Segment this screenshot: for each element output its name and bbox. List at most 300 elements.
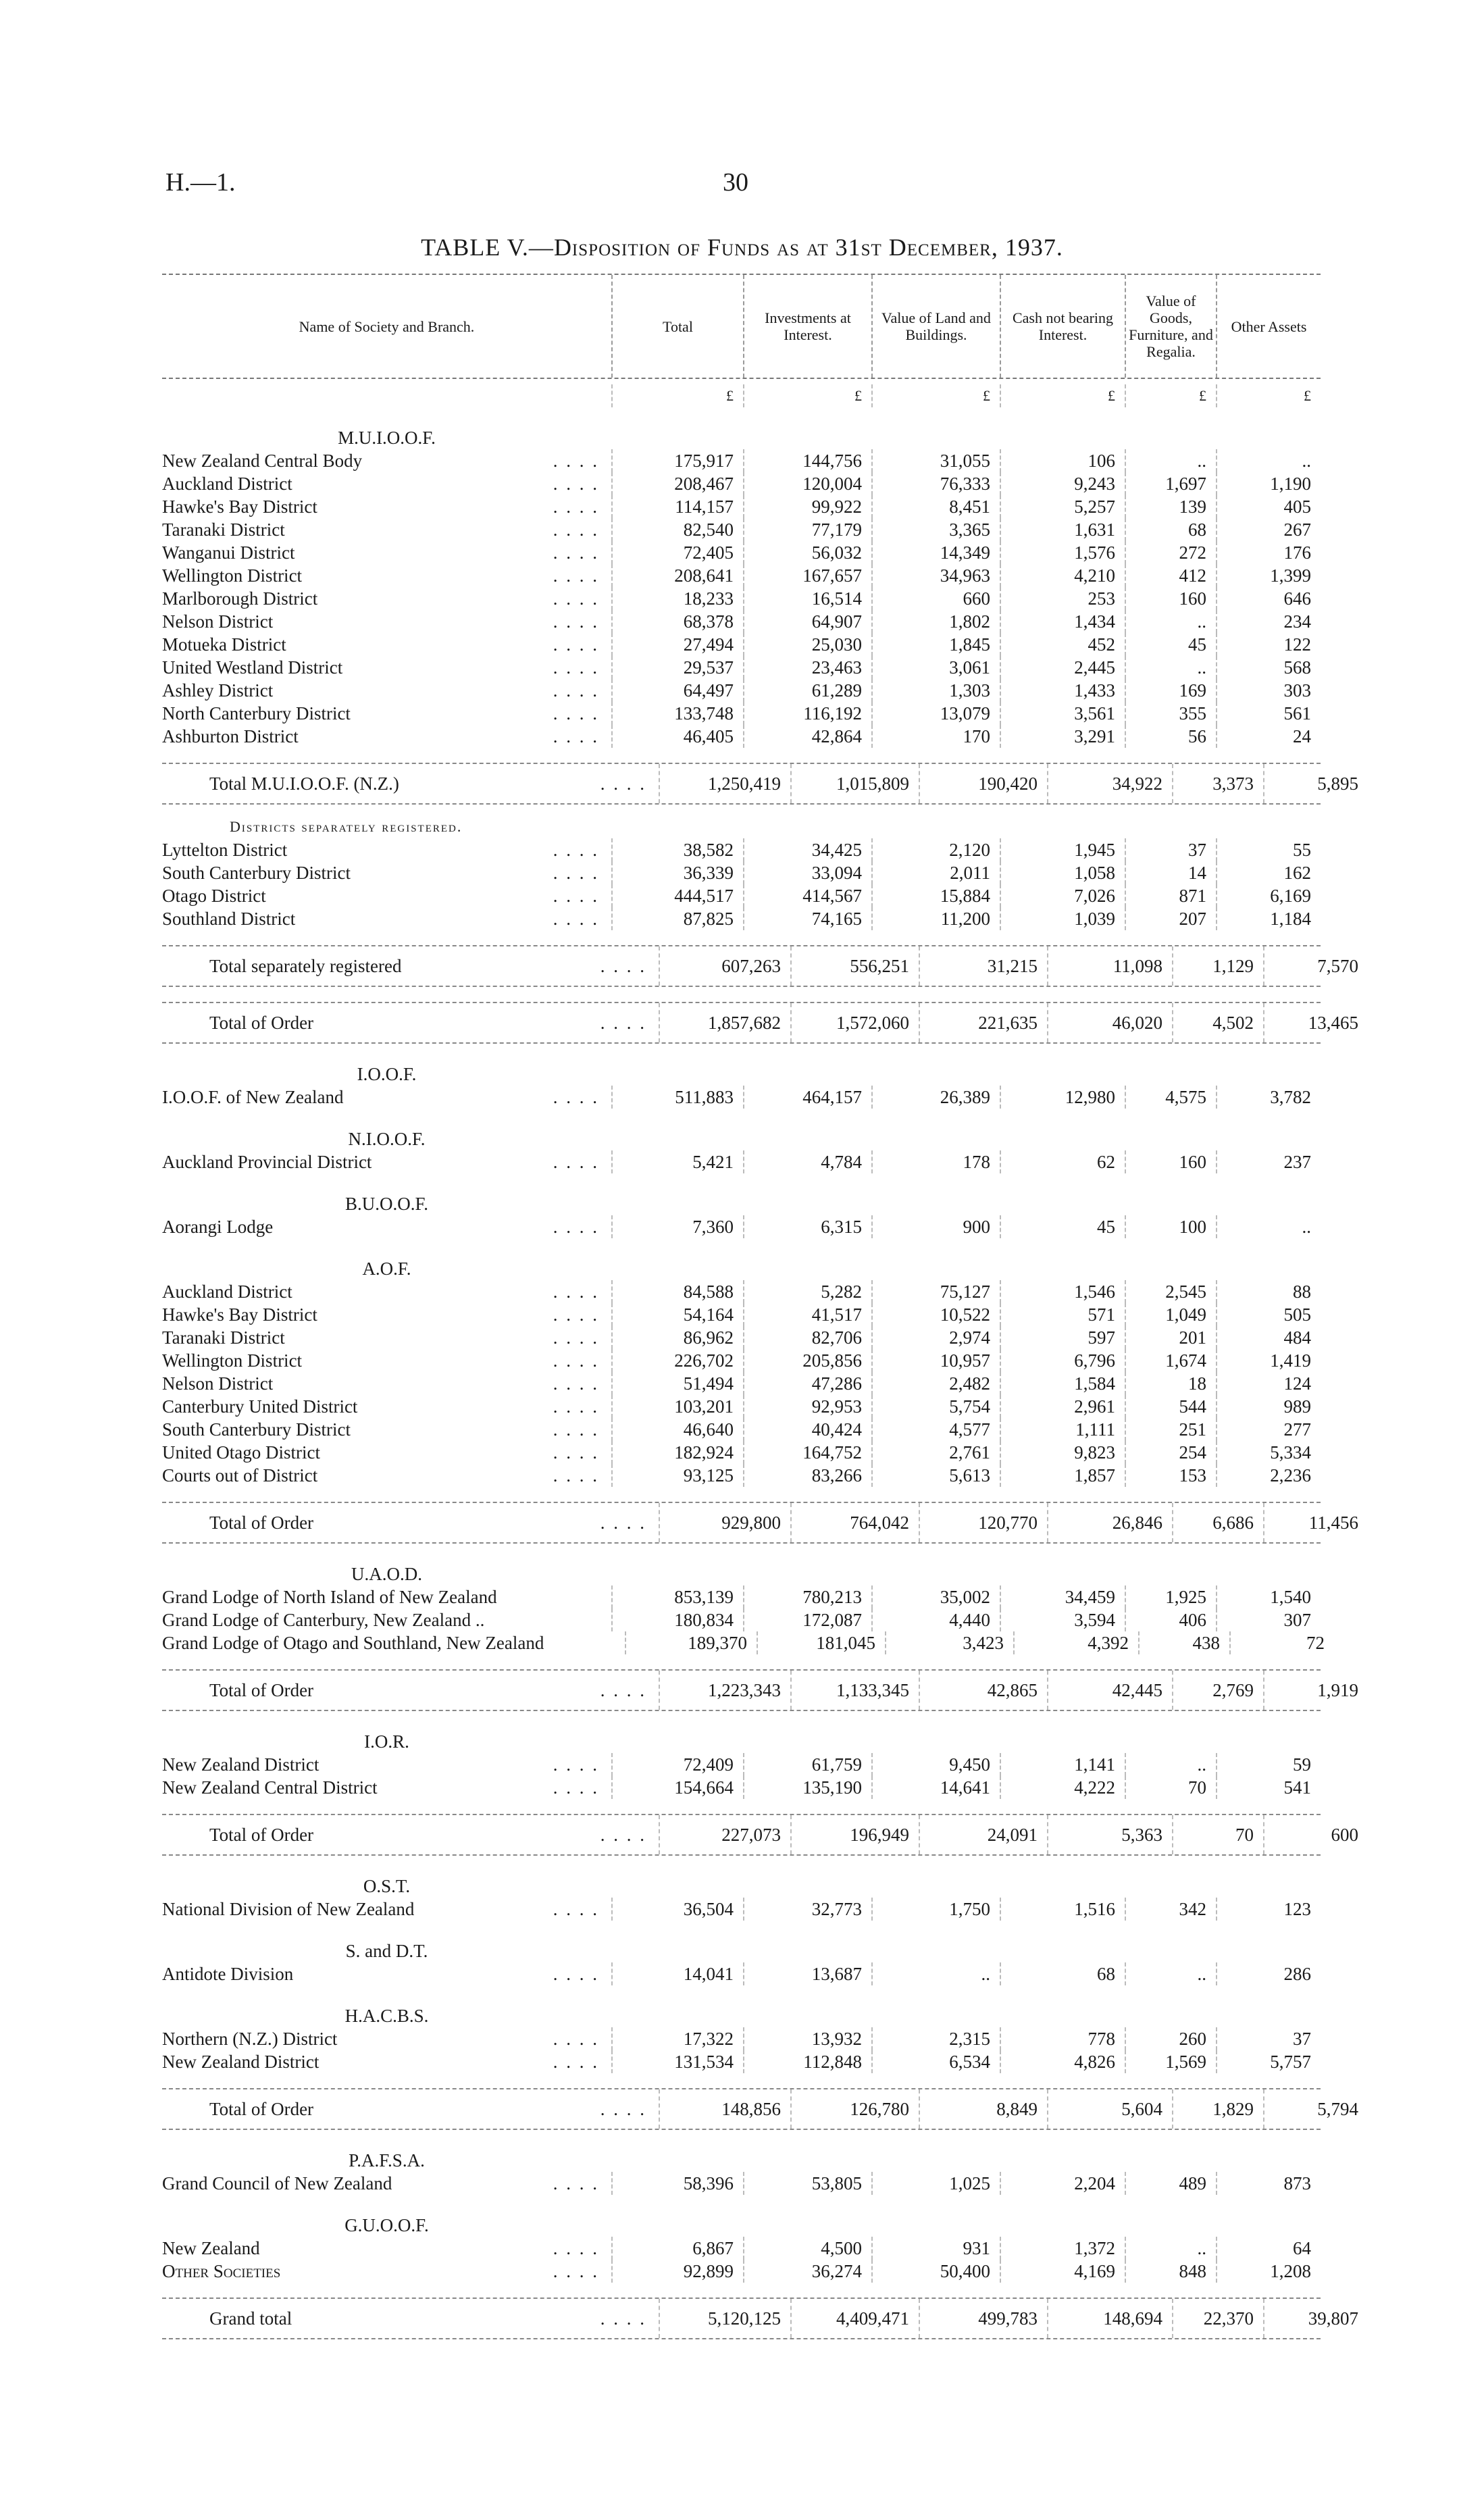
row-label: Taranaki District: [162, 519, 285, 540]
leader-dots: . . . .: [553, 588, 599, 609]
value-cell: 172,087: [743, 1608, 871, 1631]
value-cell: 5,421: [611, 1150, 743, 1173]
value-cell: 1,303: [871, 679, 1000, 702]
leader-dots: . . . .: [553, 886, 599, 906]
value-cell: 77,179: [743, 518, 871, 541]
value-cell: 34,922: [1047, 764, 1172, 803]
row-label: Wellington District: [162, 565, 303, 586]
row-label: Wellington District: [162, 1350, 303, 1371]
value-cell: 120,770: [919, 1503, 1047, 1542]
value-cell: 56: [1125, 725, 1216, 748]
value-cell: 1,631: [1000, 518, 1125, 541]
col-header-investments: Investments at Interest.: [743, 275, 871, 378]
leader-dots: . . . .: [553, 2029, 599, 2049]
value-cell: 2,974: [871, 1326, 1000, 1349]
value-cell: 929,800: [659, 1503, 790, 1542]
value-cell: 544: [1125, 1395, 1216, 1418]
value-cell: 11,456: [1263, 1503, 1368, 1542]
value-cell: 260: [1125, 2027, 1216, 2050]
table-row: [162, 2050, 1321, 2073]
value-cell: 139: [1125, 495, 1216, 518]
row-label: G.U.O.O.F.: [344, 2215, 429, 2235]
table-row: [162, 1395, 1321, 1418]
row-label: New Zealand District: [162, 2052, 319, 2072]
value-cell: 2,761: [871, 1441, 1000, 1464]
row-label: Motueka District: [162, 634, 286, 655]
row-label: Hawke's Bay District: [162, 1304, 317, 1325]
value-cell: 16,514: [743, 587, 871, 610]
value-cell: 406: [1125, 1608, 1216, 1631]
value-cell: 871: [1125, 884, 1216, 907]
value-cell: 1,750: [871, 1898, 1000, 1921]
leader-dots: . . . .: [553, 726, 599, 746]
value-cell: 8,849: [919, 2089, 1047, 2129]
value-cell: 34,425: [743, 838, 871, 861]
value-cell: 18: [1125, 1372, 1216, 1395]
table-row: [162, 518, 1321, 541]
table-row: [162, 1631, 1325, 1654]
leader-dots: . . . .: [553, 1152, 599, 1172]
value-cell: 556,251: [790, 946, 919, 986]
value-cell: 2,120: [871, 838, 1000, 861]
value-cell: 1,857: [1000, 1464, 1125, 1487]
value-cell: 56,032: [743, 541, 871, 564]
table-row: [162, 1349, 1321, 1372]
value-cell: 8,451: [871, 495, 1000, 518]
leader-dots: . . . .: [553, 1754, 599, 1775]
row-label: South Canterbury District: [162, 863, 351, 883]
value-cell: 511,883: [611, 1086, 743, 1109]
value-cell: 92,953: [743, 1395, 871, 1418]
col-header-goods: Value of Goods, Furniture, and Regalia.: [1125, 275, 1216, 378]
value-cell: 873: [1216, 2172, 1321, 2195]
col-header-other: Other Assets: [1216, 275, 1321, 378]
value-cell: 1,250,419: [659, 764, 790, 803]
table-row: [162, 1303, 1321, 1326]
table-row: [162, 725, 1321, 748]
value-cell: 14,041: [611, 1962, 743, 1985]
value-cell: 175,917: [611, 449, 743, 472]
row-label: Antidote Division: [162, 1964, 294, 1984]
table-row: [162, 2260, 1321, 2283]
value-cell: 499,783: [919, 2299, 1047, 2338]
value-cell: 5,363: [1047, 1815, 1172, 1854]
value-cell: 5,754: [871, 1395, 1000, 1418]
value-cell: 307: [1216, 1608, 1321, 1631]
row-label: Total of Order: [209, 1680, 314, 1700]
value-cell: 484: [1216, 1326, 1321, 1349]
society-heading: [162, 1875, 1321, 1898]
value-cell: 64: [1216, 2237, 1321, 2260]
value-cell: 4,222: [1000, 1776, 1125, 1799]
leader-dots: . . . .: [553, 1419, 599, 1440]
value-cell: 72,409: [611, 1753, 743, 1776]
value-cell: 83,266: [743, 1464, 871, 1487]
value-cell: 5,895: [1263, 764, 1368, 803]
leader-dots: . . . .: [553, 680, 599, 701]
value-cell: 597: [1000, 1326, 1125, 1349]
row-label: Grand Council of New Zealand: [162, 2173, 392, 2193]
value-cell: ..: [1216, 449, 1321, 472]
value-cell: 14,349: [871, 541, 1000, 564]
table-row: [162, 2172, 1321, 2195]
value-cell: 1,857,682: [659, 1003, 790, 1042]
value-cell: 1,190: [1216, 472, 1321, 495]
value-cell: 82,706: [743, 1326, 871, 1349]
units-row: [162, 384, 1321, 407]
section-subheading: [162, 815, 1321, 838]
value-cell: 780,213: [743, 1585, 871, 1608]
value-cell: 1,208: [1216, 2260, 1321, 2283]
leader-dots: . . . .: [600, 1825, 646, 1845]
table-row: [162, 633, 1321, 656]
value-cell: 660: [871, 587, 1000, 610]
value-cell: 74,165: [743, 907, 871, 930]
leader-dots: . . . .: [553, 1350, 599, 1371]
row-label: Nelson District: [162, 1373, 274, 1394]
value-cell: 29,537: [611, 656, 743, 679]
leader-dots: . . . .: [553, 1964, 599, 1984]
row-label: Grand Lodge of Canterbury, New Zealand ..: [162, 1610, 485, 1630]
value-cell: 14,641: [871, 1776, 1000, 1799]
table-row: [162, 656, 1321, 679]
value-cell: 72: [1229, 1631, 1334, 1654]
value-cell: 989: [1216, 1395, 1321, 1418]
row-label: Northern (N.Z.) District: [162, 2029, 338, 2049]
row-label: Districts separately registered.: [230, 818, 463, 835]
leader-dots: . . . .: [553, 1899, 599, 1919]
value-cell: 180,834: [611, 1608, 743, 1631]
row-label: Hawke's Bay District: [162, 497, 317, 517]
value-cell: 178: [871, 1150, 1000, 1173]
row-label: United Otago District: [162, 1442, 320, 1463]
leader-dots: . . . .: [553, 1777, 599, 1798]
table-row: [162, 564, 1321, 587]
value-cell: 70: [1172, 1815, 1263, 1854]
value-cell: 7,570: [1263, 946, 1368, 986]
value-cell: 153: [1125, 1464, 1216, 1487]
value-cell: ..: [1216, 1215, 1321, 1238]
row-label: New Zealand Central Body: [162, 451, 363, 471]
value-cell: 46,020: [1047, 1003, 1172, 1042]
table-row: [162, 587, 1321, 610]
value-cell: 607,263: [659, 946, 790, 986]
value-cell: 254: [1125, 1441, 1216, 1464]
row-label: Grand total: [209, 2308, 292, 2329]
value-cell: 3,061: [871, 656, 1000, 679]
value-cell: 3,782: [1216, 1086, 1321, 1109]
value-cell: 5,794: [1263, 2089, 1368, 2129]
document-reference: H.—1.: [165, 168, 236, 197]
row-label: Southland District: [162, 909, 296, 929]
value-cell: 42,445: [1047, 1671, 1172, 1710]
leader-dots: . . . .: [553, 703, 599, 724]
table-row: [162, 1585, 1321, 1608]
value-cell: 32,773: [743, 1898, 871, 1921]
value-cell: 251: [1125, 1418, 1216, 1441]
value-cell: 181,045: [757, 1631, 885, 1654]
value-cell: 571: [1000, 1303, 1125, 1326]
row-label: M.U.I.O.O.F.: [338, 428, 436, 448]
value-cell: 11,098: [1047, 946, 1172, 986]
value-cell: ..: [1125, 1962, 1216, 1985]
table-row: [162, 610, 1321, 633]
table-row: [162, 861, 1321, 884]
value-cell: 53,805: [743, 2172, 871, 2195]
value-cell: 4,210: [1000, 564, 1125, 587]
value-cell: 45: [1125, 633, 1216, 656]
value-cell: 253: [1000, 587, 1125, 610]
leader-dots: . . . .: [553, 1396, 599, 1417]
table-row: [162, 907, 1321, 930]
value-cell: 176: [1216, 541, 1321, 564]
table-row: [162, 2027, 1321, 2050]
value-cell: 4,409,471: [790, 2299, 919, 2338]
value-cell: ..: [1125, 610, 1216, 633]
society-heading: [162, 2149, 1321, 2172]
row-label: I.O.O.F.: [357, 1064, 417, 1084]
value-cell: 76,333: [871, 472, 1000, 495]
unit-cell: £: [1000, 384, 1125, 407]
value-cell: 438: [1138, 1631, 1229, 1654]
col-header-cash: Cash not bearing Interest.: [1000, 275, 1125, 378]
table-row: [162, 449, 1321, 472]
leader-dots: . . . .: [553, 1087, 599, 1107]
value-cell: 15,884: [871, 884, 1000, 907]
value-cell: 27,494: [611, 633, 743, 656]
leader-dots: . . . .: [600, 2308, 646, 2329]
value-cell: 2,011: [871, 861, 1000, 884]
value-cell: 4,502: [1172, 1003, 1263, 1042]
table-row: [162, 1372, 1321, 1395]
value-cell: 568: [1216, 656, 1321, 679]
page-number: 30: [723, 168, 748, 197]
table-row: [162, 1418, 1321, 1441]
table-row: [162, 702, 1321, 725]
value-cell: 68: [1000, 1962, 1125, 1985]
value-cell: 148,856: [659, 2089, 790, 2129]
value-cell: 26,389: [871, 1086, 1000, 1109]
value-cell: 62: [1000, 1150, 1125, 1173]
value-cell: 207: [1125, 907, 1216, 930]
value-cell: 277: [1216, 1418, 1321, 1441]
society-heading: [162, 1257, 1321, 1280]
table-row: [162, 472, 1321, 495]
value-cell: 3,291: [1000, 725, 1125, 748]
value-cell: 5,334: [1216, 1441, 1321, 1464]
row-label: Auckland District: [162, 474, 292, 494]
value-cell: 35,002: [871, 1585, 1000, 1608]
value-cell: 1,572,060: [790, 1003, 919, 1042]
value-cell: 36,339: [611, 861, 743, 884]
value-cell: 148,694: [1047, 2299, 1172, 2338]
value-cell: 11,200: [871, 907, 1000, 930]
value-cell: 1,845: [871, 633, 1000, 656]
value-cell: 931: [871, 2237, 1000, 2260]
value-cell: 122: [1216, 633, 1321, 656]
value-cell: 167,657: [743, 564, 871, 587]
value-cell: 221,635: [919, 1003, 1047, 1042]
value-cell: 201: [1125, 1326, 1216, 1349]
value-cell: 412: [1125, 564, 1216, 587]
row-label: Otago District: [162, 886, 266, 906]
value-cell: 9,243: [1000, 472, 1125, 495]
value-cell: 303: [1216, 679, 1321, 702]
value-cell: 853,139: [611, 1585, 743, 1608]
value-cell: 61,289: [743, 679, 871, 702]
value-cell: 170: [871, 725, 1000, 748]
value-cell: 196,949: [790, 1815, 919, 1854]
row-label: Aorangi Lodge: [162, 1217, 274, 1237]
table-row: [162, 1086, 1321, 1109]
value-cell: 10,522: [871, 1303, 1000, 1326]
value-cell: 22,370: [1172, 2299, 1263, 2338]
value-cell: 6,686: [1172, 1503, 1263, 1542]
leader-dots: . . . .: [553, 1281, 599, 1302]
row-label: Ashburton District: [162, 726, 299, 746]
value-cell: 54,164: [611, 1303, 743, 1326]
table-row: [162, 1464, 1321, 1487]
value-cell: 10,957: [871, 1349, 1000, 1372]
leader-dots: . . . .: [600, 956, 646, 976]
value-cell: 33,094: [743, 861, 871, 884]
value-cell: 36,504: [611, 1898, 743, 1921]
value-cell: 131,534: [611, 2050, 743, 2073]
value-cell: 208,641: [611, 564, 743, 587]
society-heading: [162, 2214, 1321, 2237]
row-label: Total of Order: [209, 2099, 314, 2119]
value-cell: 144,756: [743, 449, 871, 472]
row-label: Total separately registered: [209, 956, 402, 976]
value-cell: 1,372: [1000, 2237, 1125, 2260]
value-cell: 2,961: [1000, 1395, 1125, 1418]
value-cell: 234: [1216, 610, 1321, 633]
value-cell: 6,534: [871, 2050, 1000, 2073]
row-label: I.O.O.F. of New Zealand: [162, 1087, 344, 1107]
value-cell: 5,282: [743, 1280, 871, 1303]
value-cell: 414,567: [743, 884, 871, 907]
value-cell: 59: [1216, 1753, 1321, 1776]
value-cell: 31,215: [919, 946, 1047, 986]
total-row: [162, 2088, 1358, 2130]
row-label: I.O.R.: [364, 1731, 409, 1752]
leader-dots: . . . .: [553, 1373, 599, 1394]
value-cell: 169: [1125, 679, 1216, 702]
row-label: Auckland Provincial District: [162, 1152, 372, 1172]
row-label: New Zealand Central District: [162, 1777, 378, 1798]
row-label: Total of Order: [209, 1825, 314, 1845]
table-row: [162, 1608, 1321, 1631]
value-cell: ..: [1125, 1753, 1216, 1776]
value-cell: 34,963: [871, 564, 1000, 587]
value-cell: 1,802: [871, 610, 1000, 633]
value-cell: 1,039: [1000, 907, 1125, 930]
row-label: Marlborough District: [162, 588, 318, 609]
value-cell: 58,396: [611, 2172, 743, 2195]
row-label: New Zealand: [162, 2238, 260, 2258]
row-label: Total of Order: [209, 1013, 314, 1033]
value-cell: 9,823: [1000, 1441, 1125, 1464]
table-header: [162, 274, 1321, 379]
value-cell: 189,370: [625, 1631, 757, 1654]
value-cell: 13,932: [743, 2027, 871, 2050]
total-row: [162, 763, 1358, 805]
value-cell: 4,500: [743, 2237, 871, 2260]
value-cell: 489: [1125, 2172, 1216, 2195]
row-label: New Zealand District: [162, 1754, 319, 1775]
value-cell: 2,769: [1172, 1671, 1263, 1710]
unit-cell: £: [611, 384, 743, 407]
value-cell: 50,400: [871, 2260, 1000, 2283]
value-cell: 1,697: [1125, 472, 1216, 495]
value-cell: 764,042: [790, 1503, 919, 1542]
value-cell: 1,223,343: [659, 1671, 790, 1710]
value-cell: 646: [1216, 587, 1321, 610]
leader-dots: . . . .: [553, 2261, 599, 2281]
table-row: [162, 1215, 1321, 1238]
leader-dots: . . . .: [553, 497, 599, 517]
society-heading: [162, 426, 1321, 449]
table-row: [162, 1753, 1321, 1776]
value-cell: 267: [1216, 518, 1321, 541]
row-label: Grand Lodge of North Island of New Zealand: [162, 1587, 497, 1607]
value-cell: 13,465: [1263, 1003, 1368, 1042]
total-row: [162, 1814, 1358, 1856]
value-cell: 190,420: [919, 764, 1047, 803]
society-heading: [162, 1127, 1321, 1150]
value-cell: 342: [1125, 1898, 1216, 1921]
funds-table: [162, 274, 1358, 2349]
society-heading: [162, 1939, 1321, 1962]
row-label: U.A.O.D.: [351, 1564, 422, 1584]
col-header-land: Value of Land and Buildings.: [871, 275, 1000, 378]
total-row: [162, 1669, 1358, 1711]
value-cell: 1,576: [1000, 541, 1125, 564]
row-label: Wanganui District: [162, 542, 295, 563]
row-label: N.I.O.O.F.: [348, 1129, 426, 1149]
value-cell: 3,365: [871, 518, 1000, 541]
row-label: National Division of New Zealand: [162, 1899, 415, 1919]
value-cell: 1,516: [1000, 1898, 1125, 1921]
value-cell: 9,450: [871, 1753, 1000, 1776]
value-cell: 1,945: [1000, 838, 1125, 861]
value-cell: 154,664: [611, 1776, 743, 1799]
value-cell: 452: [1000, 633, 1125, 656]
value-cell: ..: [1125, 2237, 1216, 2260]
leader-dots: . . . .: [553, 2238, 599, 2258]
row-label: O.S.T.: [363, 1876, 411, 1896]
value-cell: 1,434: [1000, 610, 1125, 633]
leader-dots: . . . .: [553, 565, 599, 586]
value-cell: 37: [1125, 838, 1216, 861]
leader-dots: . . . .: [600, 1680, 646, 1700]
value-cell: 5,757: [1216, 2050, 1321, 2073]
table-row: [162, 1776, 1321, 1799]
value-cell: 70: [1125, 1776, 1216, 1799]
value-cell: 237: [1216, 1150, 1321, 1173]
leader-dots: . . . .: [553, 634, 599, 655]
value-cell: 3,561: [1000, 702, 1125, 725]
value-cell: 5,120,125: [659, 2299, 790, 2338]
value-cell: 2,315: [871, 2027, 1000, 2050]
value-cell: 227,073: [659, 1815, 790, 1854]
value-cell: 45: [1000, 1215, 1125, 1238]
value-cell: 2,236: [1216, 1464, 1321, 1487]
value-cell: 18,233: [611, 587, 743, 610]
value-cell: 12,980: [1000, 1086, 1125, 1109]
value-cell: 2,545: [1125, 1280, 1216, 1303]
leader-dots: . . . .: [553, 519, 599, 540]
